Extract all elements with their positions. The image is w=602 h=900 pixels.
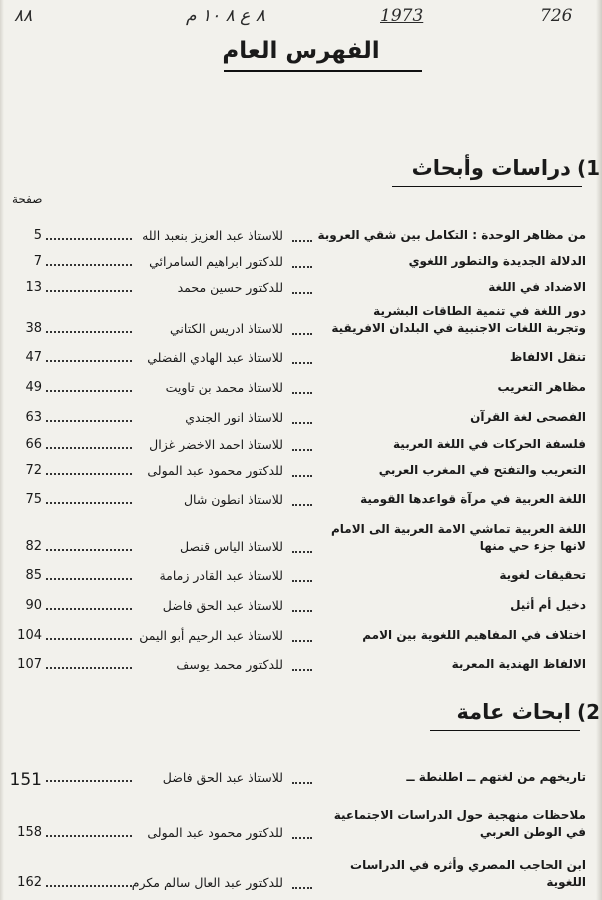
entry-page-number: 75 (25, 492, 42, 507)
entry-author: للدكتور حسين محمد (177, 280, 283, 295)
entry-author: للاستاذ ادريس الكتاني (170, 321, 283, 336)
toc-entry (0, 410, 602, 432)
toc-entry (0, 380, 602, 402)
page-leader-dots (46, 772, 132, 782)
page-leader-dots (46, 877, 132, 887)
entry-page-number: 82 (25, 539, 42, 554)
toc-entry (0, 522, 602, 554)
page-leader-dots (46, 570, 132, 580)
page-leader-dots (46, 382, 132, 392)
page-leader-dots (46, 323, 132, 333)
entry-author: للدكتور محمود عبد المولى (147, 825, 283, 840)
entry-author: للدكتور عبد العال سالم مكرم (131, 875, 283, 890)
entry-author: للاستاذ عبد القادر زمامة (159, 568, 283, 583)
section-2-number: 2) (576, 700, 600, 724)
title-leader-dots (292, 260, 312, 268)
page-leader-dots (46, 352, 132, 362)
title-leader-dots (292, 356, 312, 364)
entry-title: الاضداد في اللغة (488, 280, 586, 294)
title-leader-dots (292, 831, 312, 839)
entry-author: للاستاذ انور الجندي (185, 410, 283, 425)
entry-title: الدلالة الجديدة والتطور اللغوي (408, 254, 586, 268)
toc-entry (0, 304, 602, 336)
entry-title-continued: اللغوية (546, 875, 586, 889)
page-leader-dots (46, 230, 132, 240)
entry-page-number: 63 (25, 410, 42, 425)
entry-title: مظاهر التعريب (497, 380, 586, 394)
entry-author: للاستاذ عبد العزيز بنعبد الله (142, 228, 283, 243)
entry-page-number: 5 (33, 228, 42, 243)
entry-title: الفصحى لغة القرآن (470, 410, 586, 424)
entry-page-number: 85 (25, 568, 42, 583)
entry-title: فلسفة الحركات في اللغة العربية (393, 437, 586, 451)
title-leader-dots (292, 545, 312, 553)
entry-title: ملاحظات منهجية حول الدراسات الاجتماعية (333, 808, 586, 822)
entry-author: للاستاذ عبد الهادي الفضلي (147, 350, 283, 365)
title-leader-dots (292, 327, 312, 335)
title-leader-dots (292, 234, 312, 242)
title-leader-dots (292, 574, 312, 582)
handwritten-ref: 726 (540, 6, 573, 26)
entry-author: للاستاذ محمد بن تاويت (165, 380, 283, 395)
entry-title: دخيل أم أثيل (510, 598, 586, 612)
entry-page-number: 72 (25, 463, 42, 478)
entry-author: للاستاذ احمد الاخضر غزال (149, 437, 283, 452)
title-leader-dots (292, 386, 312, 394)
page-leader-dots (46, 600, 132, 610)
entry-title: دور اللغة في تنمية الطاقات البشرية (373, 304, 586, 318)
toc-entry (0, 254, 602, 276)
title-leader-dots (292, 776, 312, 784)
handwritten-note-middle: ٨ ع ٨ ١٠ م (186, 6, 265, 26)
page-leader-dots (46, 282, 132, 292)
toc-entry (0, 598, 602, 620)
entry-page-number: 107 (17, 657, 42, 672)
toc-entry (0, 568, 602, 590)
title-leader-dots (292, 604, 312, 612)
entry-author: للاستاذ انطون شال (183, 492, 283, 507)
entry-title: ابن الحاجب المصري وأثره في الدراسات (350, 858, 586, 872)
page-leader-dots (46, 827, 132, 837)
page-leader-dots (46, 541, 132, 551)
toc-entry (0, 492, 602, 514)
entry-author: للاستاذ عبد الحق فاضل (162, 770, 283, 785)
toc-entry (0, 463, 602, 485)
entry-title: التعريب والتفتح في المغرب العربي (378, 463, 586, 477)
title-leader-dots (292, 663, 312, 671)
entry-title: اللغة العربية تماشي الامة العربية الى الامام (330, 522, 586, 536)
toc-entry (0, 858, 602, 890)
toc-entry (0, 437, 602, 459)
page-title: الفهرس العام (222, 38, 380, 64)
entry-title: الالفاظ الهندية المعربة (451, 657, 586, 671)
entry-author: للدكتور محمد يوسف (176, 657, 283, 672)
title-leader-dots (292, 498, 312, 506)
section-2-underline (430, 730, 580, 731)
section-2-title: ابحاث عامة (456, 700, 571, 724)
entry-page-number: 104 (17, 628, 42, 643)
entry-page-number: 90 (25, 598, 42, 613)
entry-page-number: 49 (25, 380, 42, 395)
toc-entry (0, 770, 602, 792)
page-leader-dots (46, 630, 132, 640)
entry-page-number: 162 (17, 875, 42, 890)
entry-page-number: 158 (17, 825, 42, 840)
page-column-header: صفحة (12, 192, 43, 206)
toc-entry (0, 808, 602, 840)
entry-page-number: 7 (33, 254, 42, 269)
entry-title-continued: في الوطن العربي (479, 825, 586, 839)
section-1-title: دراسات وأبحاث (411, 156, 571, 180)
entry-title: من مظاهر الوحدة : التكامل بين شقي العروبة (317, 228, 586, 242)
entry-page-number: 66 (25, 437, 42, 452)
entry-author: للاستاذ عبد الحق فاضل (162, 598, 283, 613)
section-1-number: 1) (576, 156, 600, 180)
entry-page-number: 151 (9, 770, 42, 790)
section-1-underline (392, 186, 582, 187)
handwritten-year: 1973 (380, 6, 424, 26)
section-2-heading (456, 700, 600, 724)
entry-author: للاستاذ عبد الرحيم أبو اليمن (139, 628, 283, 643)
entry-page-number: 13 (25, 280, 42, 295)
entry-title: اللغة العربية في مرآة قواعدها القومية (360, 492, 586, 506)
entry-title-continued: لانها جزء حي منها (479, 539, 586, 553)
title-leader-dots (292, 881, 312, 889)
section-1-heading (412, 156, 600, 180)
entry-title-continued: وتجربة اللغات الاجنبية في البلدان الافريقية (331, 321, 586, 335)
page-leader-dots (46, 412, 132, 422)
entry-author: للدكتور ابراهيم السامرائي (149, 254, 283, 269)
toc-entry (0, 280, 602, 302)
title-leader-dots (292, 286, 312, 294)
page-leader-dots (46, 256, 132, 266)
toc-entry (0, 228, 602, 250)
page-leader-dots (46, 659, 132, 669)
entry-title: تنقل الالفاظ (509, 350, 586, 364)
title-leader-dots (292, 469, 312, 477)
toc-entry (0, 657, 602, 679)
title-underline (224, 70, 422, 72)
entry-title: اختلاف في المفاهيم اللغوية بين الامم (362, 628, 586, 642)
entry-title: تحقيقات لغوية (499, 568, 586, 582)
entry-author: للدكتور محمود عبد المولى (147, 463, 283, 478)
entry-title: تاريخهم من لغتهم ــ اطلنطة ــ (406, 770, 586, 784)
title-leader-dots (292, 634, 312, 642)
page-leader-dots (46, 439, 132, 449)
title-leader-dots (292, 416, 312, 424)
toc-entry (0, 350, 602, 372)
page-leader-dots (46, 494, 132, 504)
title-leader-dots (292, 443, 312, 451)
toc-entry (0, 628, 602, 650)
handwritten-note-left: ٨٨ (14, 6, 33, 26)
entry-author: للاستاذ الياس قنصل (179, 539, 283, 554)
page-leader-dots (46, 465, 132, 475)
entry-page-number: 38 (25, 321, 42, 336)
entry-page-number: 47 (25, 350, 42, 365)
